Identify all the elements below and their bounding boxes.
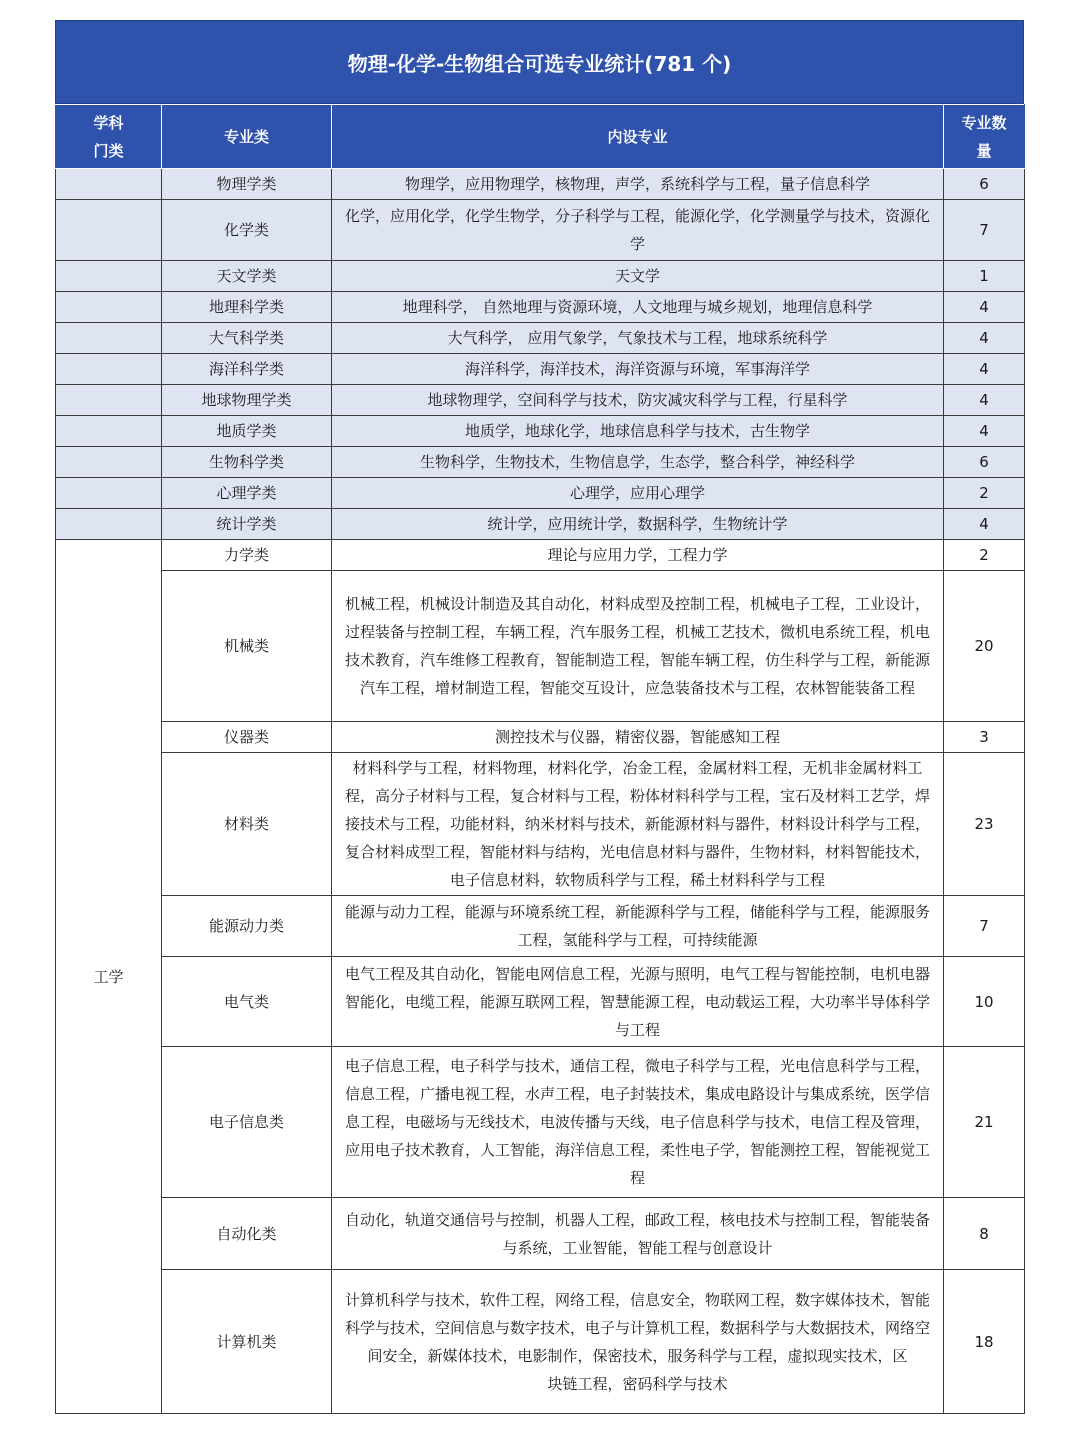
table-row	[56, 261, 1025, 292]
category-cell	[56, 447, 162, 478]
header-category	[56, 105, 162, 169]
category-cell	[56, 292, 162, 323]
count-cell: 2	[944, 540, 1025, 571]
class-cell: 材料类	[162, 753, 332, 896]
table-row	[56, 354, 1025, 385]
majors-cell: 海洋科学，海洋技术，海洋资源与环境，军事海洋学	[332, 354, 944, 385]
header-row	[56, 105, 1025, 169]
category-cell	[56, 169, 162, 200]
table-row	[56, 957, 1025, 1047]
count-cell: 4	[944, 416, 1025, 447]
count-cell: 21	[944, 1047, 1025, 1198]
table-row	[56, 509, 1025, 540]
count-cell: 7	[944, 896, 1025, 957]
class-cell: 大气科学类	[162, 323, 332, 354]
count-cell: 4	[944, 323, 1025, 354]
count-cell: 18	[944, 1270, 1025, 1414]
count-cell: 3	[944, 722, 1025, 753]
majors-cell: 大气科学， 应用气象学，气象技术与工程，地球系统科学	[332, 323, 944, 354]
table-row	[56, 571, 1025, 722]
majors-cell: 地理科学， 自然地理与资源环境，人文地理与城乡规划，地理信息科学	[332, 292, 944, 323]
class-cell: 地球物理学类	[162, 385, 332, 416]
class-cell: 统计学类	[162, 509, 332, 540]
majors-cell: 计算机科学与技术，软件工程，网络工程，信息安全，物联网工程，数字媒体技术，智能科学与技术，空间信息与数字技术，电子与计算机工程，数据科学与大数据技术，网络空间安全，新媒体技术，电影制作，保密技术，服务科学与工程，虚拟现实技术，区 块链工程，密码科学与技术	[332, 1270, 944, 1414]
header-category-line1: 学科	[93, 113, 124, 132]
header-majors: 内设专业	[332, 105, 944, 169]
category-cell	[56, 354, 162, 385]
class-cell: 仪器类	[162, 722, 332, 753]
table-row	[56, 447, 1025, 478]
count-cell: 10	[944, 957, 1025, 1047]
table-title: 物理-化学-生物组合可选专业统计(781 个)	[55, 20, 1024, 104]
count-cell: 6	[944, 447, 1025, 478]
stats-sheet	[55, 20, 1024, 1414]
class-cell: 能源动力类	[162, 896, 332, 957]
category-cell-engineering: 工学	[56, 540, 162, 1414]
majors-cell: 理论与应用力学，工程力学	[332, 540, 944, 571]
count-cell: 23	[944, 753, 1025, 896]
header-category-line2: 门类	[93, 141, 124, 160]
category-cell	[56, 416, 162, 447]
category-cell	[56, 478, 162, 509]
class-cell: 心理学类	[162, 478, 332, 509]
class-cell: 电子信息类	[162, 1047, 332, 1198]
count-cell: 20	[944, 571, 1025, 722]
table-row	[56, 1270, 1025, 1414]
count-cell: 4	[944, 354, 1025, 385]
majors-cell: 地质学，地球化学，地球信息科学与技术，古生物学	[332, 416, 944, 447]
class-cell: 计算机类	[162, 1270, 332, 1414]
header-class: 专业类	[162, 105, 332, 169]
class-cell: 化学类	[162, 200, 332, 261]
count-cell: 7	[944, 200, 1025, 261]
majors-cell: 材料科学与工程，材料物理，材料化学，冶金工程，金属材料工程，无机非金属材料工程，高分子材料与工程，复合材料与工程，粉体材料科学与工程，宝石及材料工艺学，焊接技术与工程，功能材料，纳米材料与技术，新能源材料与器件，材料设计科学与工程，复合材料成型工程，智能材料与结构，光电信息材料与器件，生物材料，材料智能技术，电子信息材料，软物质科学与工程，稀土材料科学与工程	[332, 753, 944, 896]
category-cell	[56, 261, 162, 292]
class-cell: 电气类	[162, 957, 332, 1047]
majors-cell: 能源与动力工程，能源与环境系统工程，新能源科学与工程，储能科学与工程，能源服务工程，氢能科学与工程，可持续能源	[332, 896, 944, 957]
majors-cell: 电气工程及其自动化，智能电网信息工程，光源与照明，电气工程与智能控制，电机电器智能化，电缆工程，能源互联网工程，智慧能源工程，电动载运工程，大功率半导体科学与工程	[332, 957, 944, 1047]
count-cell: 1	[944, 261, 1025, 292]
table-body	[56, 169, 1025, 1414]
category-cell	[56, 385, 162, 416]
table-row	[56, 292, 1025, 323]
majors-cell: 电子信息工程，电子科学与技术，通信工程，微电子科学与工程，光电信息科学与工程，信息工程，广播电视工程，水声工程，电子封装技术，集成电路设计与集成系统，医学信息工程，电磁场与无线技术，电波传播与天线，电子信息科学与技术，电信工程及管理，应用电子技术教育，人工智能，海洋信息工程，柔性电子学，智能测控工程，智能视觉工程	[332, 1047, 944, 1198]
majors-cell: 化学，应用化学，化学生物学，分子科学与工程，能源化学，化学测量学与技术，资源化学	[332, 200, 944, 261]
count-cell: 4	[944, 292, 1025, 323]
majors-cell: 机械工程，机械设计制造及其自动化，材料成型及控制工程，机械电子工程，工业设计，过程装备与控制工程，车辆工程，汽车服务工程，机械工艺技术，微机电系统工程，机电技术教育，汽车维修工程教育，智能制造工程，智能车辆工程，仿生科学与工程，新能源汽车工程，增材制造工程，智能交互设计，应急装备技术与工程，农林智能装备工程	[332, 571, 944, 722]
count-cell: 6	[944, 169, 1025, 200]
majors-cell: 天文学	[332, 261, 944, 292]
majors-cell: 测控技术与仪器，精密仪器，智能感知工程	[332, 722, 944, 753]
header-count-line2: 量	[976, 141, 992, 160]
table-row	[56, 478, 1025, 509]
table-row	[56, 1047, 1025, 1198]
table-row	[56, 1198, 1025, 1270]
majors-cell: 生物科学，生物技术，生物信息学，生态学，整合科学，神经科学	[332, 447, 944, 478]
count-cell: 4	[944, 509, 1025, 540]
count-cell: 4	[944, 385, 1025, 416]
table-row	[56, 722, 1025, 753]
table-row	[56, 169, 1025, 200]
majors-table	[55, 104, 1025, 1414]
table-row	[56, 323, 1025, 354]
category-cell	[56, 200, 162, 261]
majors-cell: 统计学，应用统计学，数据科学，生物统计学	[332, 509, 944, 540]
class-cell: 物理学类	[162, 169, 332, 200]
majors-cell: 自动化，轨道交通信号与控制，机器人工程，邮政工程，核电技术与控制工程，智能装备与系统，工业智能，智能工程与创意设计	[332, 1198, 944, 1270]
class-cell: 天文学类	[162, 261, 332, 292]
table-row	[56, 896, 1025, 957]
class-cell: 生物科学类	[162, 447, 332, 478]
table-row	[56, 540, 1025, 571]
class-cell: 海洋科学类	[162, 354, 332, 385]
table-row	[56, 753, 1025, 896]
majors-cell: 地球物理学，空间科学与技术，防灾减灾科学与工程，行星科学	[332, 385, 944, 416]
header-count	[944, 105, 1025, 169]
category-cell	[56, 323, 162, 354]
majors-cell: 心理学，应用心理学	[332, 478, 944, 509]
header-count-line1: 专业数	[961, 113, 1007, 132]
class-cell: 地质学类	[162, 416, 332, 447]
class-cell: 地理科学类	[162, 292, 332, 323]
majors-cell: 物理学，应用物理学，核物理，声学，系统科学与工程，量子信息科学	[332, 169, 944, 200]
table-row	[56, 416, 1025, 447]
count-cell: 2	[944, 478, 1025, 509]
table-row	[56, 200, 1025, 261]
class-cell: 自动化类	[162, 1198, 332, 1270]
category-cell	[56, 509, 162, 540]
class-cell: 力学类	[162, 540, 332, 571]
majors-cell-tail: 块链工程，密码科学与技术	[547, 1374, 728, 1393]
table-row	[56, 385, 1025, 416]
class-cell: 机械类	[162, 571, 332, 722]
count-cell: 8	[944, 1198, 1025, 1270]
